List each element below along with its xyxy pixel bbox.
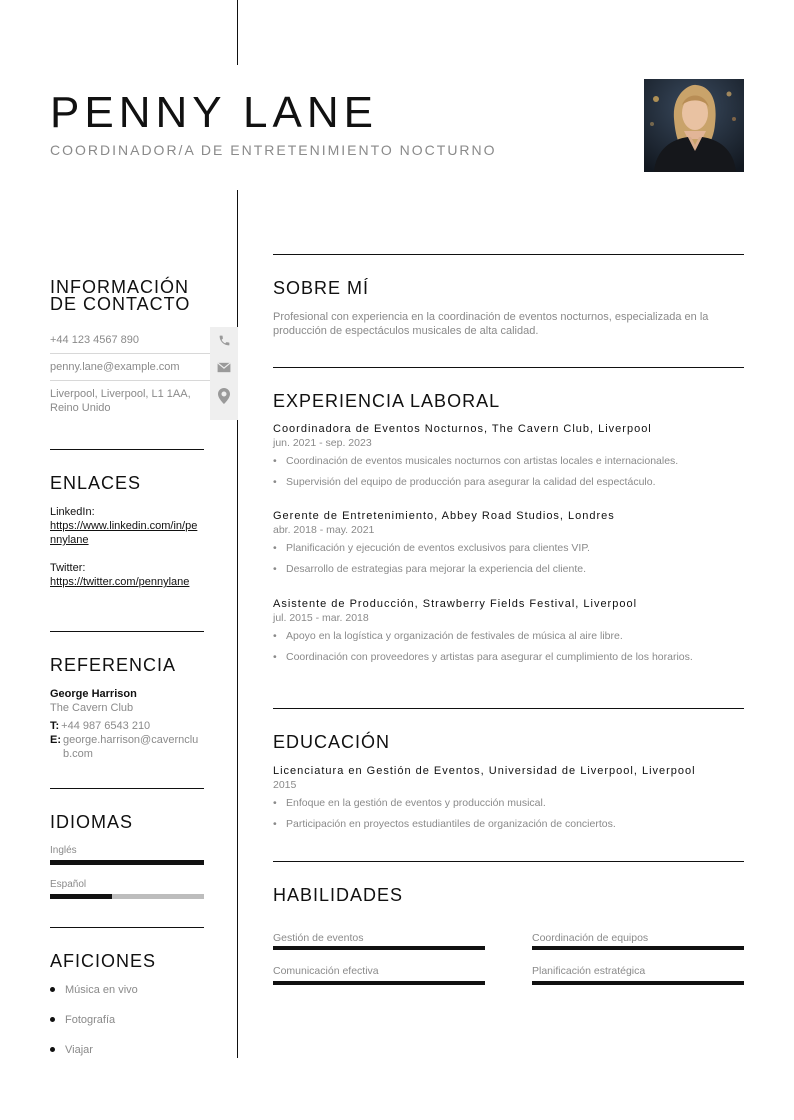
language-name: Inglés [50, 845, 77, 856]
skill-level-bar [532, 981, 744, 985]
divider-experience [273, 367, 744, 368]
job-bullet: • Apoyo en la logística y organización de festivales de música al aire libre. [273, 629, 744, 643]
skills-heading: HABILIDADES [273, 885, 404, 905]
job-bullet: • Planificación y ejecución de eventos exclusivos para clientes VIP. [273, 541, 744, 555]
job-title: Asistente de Producción, Strawberry Fields Festival, Liverpool [273, 598, 638, 610]
hobby-item: Música en vivo [65, 984, 138, 996]
language-name: Español [50, 879, 87, 890]
divider-languages [50, 788, 204, 789]
contact-address: Liverpool, Liverpool, L1 1AA, Reino Unido [50, 388, 191, 414]
job-date: abr. 2018 - may. 2021 [273, 524, 375, 536]
bullet-icon [50, 1017, 55, 1022]
skill-level-bar [273, 946, 485, 950]
reference-email[interactable]: george.harrison@cavernclub.com [63, 734, 199, 760]
job-date: jul. 2015 - mar. 2018 [273, 612, 369, 624]
about-text: Profesional con experiencia en la coordinación de eventos nocturnos, especializada en la producción de espectáculos musicales de alta calidad. [273, 311, 709, 337]
contact-heading [50, 279, 190, 313]
education-entry [273, 765, 744, 831]
job-title: Gerente de Entretenimiento, Abbey Road Studios, Londres [273, 510, 615, 522]
divider-about [273, 254, 744, 255]
contact-email-row [50, 354, 238, 381]
contact-heading-line2: DE CONTACTO [50, 294, 191, 314]
reference-heading: REFERENCIA [50, 655, 177, 675]
job-bullet: • Supervisión del equipo de producción para asegurar la calidad del espectáculo. [273, 475, 744, 489]
link-twitter [50, 561, 200, 589]
education-bullet: • Enfoque en la gestión de eventos y producción musical. [273, 796, 744, 810]
divider-education [273, 708, 744, 709]
contact-phone[interactable]: +44 123 4567 890 [50, 334, 140, 346]
language-level-fill [50, 860, 204, 865]
job-date: jun. 2021 - sep. 2023 [273, 437, 372, 449]
language-level-bar [50, 860, 204, 865]
divider-reference [50, 631, 204, 632]
job-entry [273, 598, 744, 664]
sidebar-divider-line [237, 190, 238, 1058]
education-title: Licenciatura en Gestión de Eventos, Universidad de Liverpool, Liverpool [273, 765, 696, 777]
education-bullet: • Participación en proyectos estudiantiles de organización de conciertos. [273, 817, 744, 831]
language-level-bar [50, 894, 204, 899]
experience-heading: EXPERIENCIA LABORAL [273, 391, 501, 411]
education-heading: EDUCACIÓN [273, 732, 391, 752]
job-bullet: • Coordinación con proveedores y artistas para asegurar el cumplimiento de los horarios. [273, 650, 726, 664]
twitter-label: Twitter: [50, 562, 86, 574]
mail-icon [210, 354, 238, 381]
candidate-name: PENNY LANE [50, 88, 378, 137]
reference-name: George Harrison [50, 688, 137, 700]
bullet-icon [50, 1047, 55, 1052]
contact-heading-line1: INFORMACIÓN [50, 277, 189, 297]
divider-hobbies [50, 927, 204, 928]
language-level-fill [50, 894, 112, 899]
linkedin-url[interactable]: https://www.linkedin.com/in/pennylane [50, 520, 198, 546]
languages-heading: IDIOMAS [50, 812, 134, 832]
job-title: Coordinadora de Eventos Nocturnos, The Cavern Club, Liverpool [273, 423, 652, 435]
reference-block [50, 687, 204, 761]
skill-name: Planificación estratégica [532, 965, 646, 977]
bullet-icon [50, 987, 55, 992]
contact-phone-row [50, 327, 238, 354]
reference-phone-label: T: [50, 720, 60, 732]
divider-links [50, 449, 204, 450]
skill-name: Comunicación efectiva [273, 965, 379, 977]
reference-phone[interactable]: +44 987 6543 210 [61, 720, 151, 732]
links-heading: ENLACES [50, 473, 142, 493]
contact-email[interactable]: penny.lane@example.com [50, 361, 180, 373]
job-bullet: • Coordinación de eventos musicales nocturnos con artistas locales e internacionales. [273, 454, 744, 468]
about-heading: SOBRE MÍ [273, 278, 370, 298]
reference-email-label: E: [50, 734, 61, 746]
hobby-item: Viajar [65, 1044, 93, 1056]
linkedin-label: LinkedIn: [50, 506, 95, 518]
phone-icon [210, 327, 238, 354]
hobby-item: Fotografía [65, 1014, 116, 1026]
profile-photo [644, 79, 744, 172]
hobbies-heading: AFICIONES [50, 951, 157, 971]
skill-name: Coordinación de equipos [532, 932, 649, 944]
job-entry [273, 510, 744, 576]
twitter-url[interactable]: https://twitter.com/pennylane [50, 576, 190, 588]
skill-name: Gestión de eventos [273, 932, 364, 944]
contact-address-row [50, 381, 238, 420]
job-bullet: • Desarrollo de estrategias para mejorar la experiencia del cliente. [273, 562, 744, 576]
top-divider-line [237, 0, 238, 65]
job-entry [273, 423, 744, 489]
divider-skills [273, 861, 744, 862]
skill-level-bar [273, 981, 485, 985]
skill-level-bar [532, 946, 744, 950]
education-date: 2015 [273, 779, 297, 791]
location-pin-icon [210, 381, 238, 420]
candidate-title: COORDINADOR/A DE ENTRETENIMIENTO NOCTURNO [50, 142, 497, 158]
link-linkedin [50, 505, 200, 547]
reference-company: The Cavern Club [50, 702, 134, 714]
